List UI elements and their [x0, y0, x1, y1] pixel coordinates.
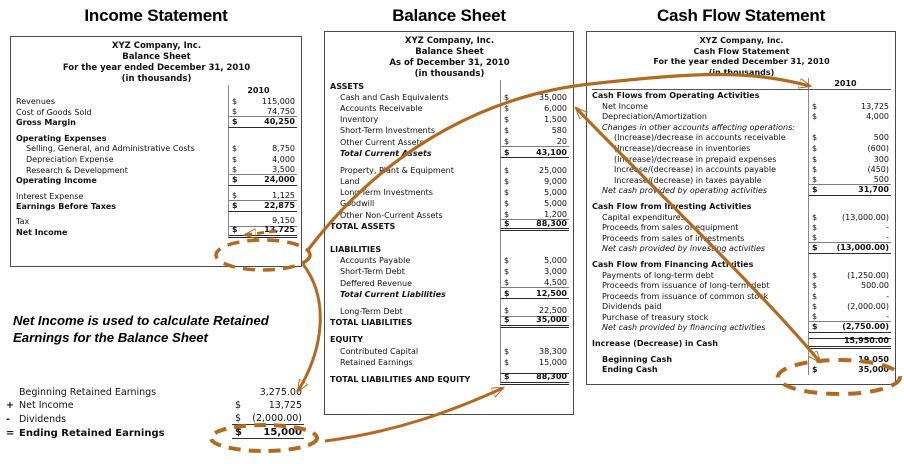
statement-row	[16, 201, 297, 212]
cash-flow-panel	[586, 31, 896, 385]
statement-row	[330, 147, 569, 158]
row-label: Total Current Liabilities	[340, 289, 446, 299]
statement-row	[592, 111, 891, 122]
row-value: -	[886, 232, 889, 242]
statement-header-line: Balance Sheet	[415, 47, 484, 57]
dollar-sign: $	[812, 133, 818, 143]
dollar-sign: $	[812, 270, 818, 280]
row-value: (2,000.00)	[252, 413, 302, 425]
statement-row	[330, 266, 569, 277]
statement-row	[592, 291, 891, 302]
statement-header-line: For the year ended December 31, 2010	[62, 63, 251, 73]
row-label: Net Income	[602, 101, 649, 111]
dollar-sign: $	[504, 209, 510, 219]
row-value: 3,500	[272, 164, 295, 174]
row-label: Beginning Cash	[602, 354, 673, 364]
dollar-sign: $	[232, 144, 238, 154]
statement-row	[16, 117, 297, 128]
statement-header-line: XYZ Company, Inc.	[111, 41, 202, 51]
statement-row	[592, 243, 891, 254]
statement-row	[16, 227, 297, 238]
statement-row	[330, 317, 569, 328]
dollar-sign: $	[812, 281, 818, 291]
statement-row	[592, 354, 891, 365]
retained-earnings-row	[6, 411, 304, 425]
row-label: (Increase)/decrease in prepaid expenses	[614, 154, 777, 164]
statement-row	[330, 136, 569, 147]
row-label: Cash Flow from Financing Activities	[592, 259, 754, 269]
row-label: Operating Income	[16, 176, 97, 186]
row-label: LIABILITIES	[330, 245, 382, 255]
row-label: Research & Development	[26, 165, 128, 175]
statement-row	[592, 122, 891, 133]
dollar-sign: $	[812, 243, 818, 253]
statement-row	[330, 102, 569, 113]
row-label: Cash Flow from Investing Activities	[592, 201, 752, 211]
statement-row	[330, 243, 569, 254]
row-label: Proceeds from sales of investments	[602, 233, 745, 243]
row-value: (13,000.00)	[842, 212, 889, 222]
dollar-sign: $	[812, 185, 818, 195]
row-value: 500	[873, 174, 889, 184]
note-line: Net Income is used to calculate Retained	[13, 313, 269, 328]
row-value: 35,000	[539, 92, 567, 102]
row-value: 15,950.00	[843, 336, 889, 346]
dollar-sign: $	[232, 225, 238, 235]
row-label: Proceeds from issuance of long-term debt	[602, 281, 770, 291]
row-label: Interest Expense	[16, 191, 84, 201]
statement-row	[592, 90, 891, 101]
statement-row	[592, 164, 891, 175]
statement-row	[16, 107, 297, 118]
dollar-sign: $	[812, 291, 818, 301]
dollar-sign: $	[232, 190, 238, 200]
row-value: 35,000	[536, 315, 567, 325]
income-statement-panel	[10, 36, 302, 267]
cash-flow-statement-title: Cash Flow Statement	[656, 6, 826, 25]
statement-row	[592, 175, 891, 186]
row-label: Short-Term Debt	[340, 267, 405, 277]
row-label: Changes in other accounts affecting operations:	[602, 122, 795, 132]
statement-row	[16, 96, 297, 107]
dollar-sign: $	[504, 357, 510, 367]
statement-row	[330, 356, 569, 367]
statement-row	[592, 212, 891, 223]
dollar-sign: $	[232, 175, 238, 185]
row-label: EQUITY	[330, 335, 363, 345]
row-value: 19,050	[858, 354, 889, 364]
statement-header-line: For the year ended December 31, 2010	[653, 57, 830, 66]
row-value: 1,125	[272, 190, 295, 200]
dollar-sign: $	[504, 136, 510, 146]
row-value: 6,000	[544, 103, 567, 113]
statement-header-line: XYZ Company, Inc.	[404, 36, 495, 46]
operator: -	[6, 414, 10, 426]
dollar-sign: $	[504, 103, 510, 113]
row-label: Long-Term Debt	[340, 306, 403, 316]
row-value: 9,000	[544, 177, 567, 187]
dollar-sign: $	[812, 302, 818, 312]
statement-row	[16, 175, 297, 186]
row-label: Selling, General, and Administrative Costs	[26, 144, 195, 154]
dollar-sign: $	[812, 101, 818, 111]
row-label: (Increase)/decrease in inventories	[614, 143, 751, 153]
income-year-header	[16, 85, 297, 96]
row-label: Dividends	[19, 414, 67, 426]
statement-header-line: (in thousands)	[121, 74, 192, 84]
note-line: Earnings for the Balance Sheet	[13, 329, 208, 345]
dollar-sign: $	[504, 199, 510, 209]
row-value: (600)	[867, 143, 889, 153]
dollar-sign: $	[504, 126, 510, 136]
row-value: 88,300	[536, 218, 567, 228]
income-statement-rows	[16, 96, 297, 238]
row-value: (2,000.00)	[847, 302, 889, 312]
row-value: (13,000.00)	[836, 243, 889, 253]
statement-row	[592, 132, 891, 143]
row-value: 5,000	[544, 188, 567, 198]
row-value: 31,700	[858, 185, 889, 195]
row-value: 5,000	[544, 199, 567, 209]
row-label: Other Current Assets	[340, 137, 424, 147]
statement-row	[330, 176, 569, 187]
dollar-sign: $	[232, 164, 238, 174]
row-label: Payments of long-term debt	[602, 270, 714, 280]
dollar-sign: $	[232, 117, 238, 127]
row-label: Property, Plant & Equipment	[340, 165, 454, 175]
row-label: Increase (Decrease) in Cash	[592, 339, 718, 349]
year-label: 2010	[834, 79, 857, 89]
row-label: TOTAL LIABILITIES	[330, 318, 413, 328]
statement-row	[16, 191, 297, 202]
row-value: -	[886, 223, 889, 233]
row-label: Accounts Receivable	[340, 103, 423, 113]
row-value: (1,250.00)	[847, 270, 889, 280]
row-label: Deffered Revenue	[340, 278, 413, 288]
dollar-sign: $	[812, 154, 818, 164]
dollar-sign: $	[812, 143, 818, 153]
dollar-sign: $	[232, 155, 238, 165]
balance-sheet-title: Balance Sheet	[392, 6, 506, 25]
retained-earnings-row	[6, 398, 304, 412]
dollar-sign: $	[232, 97, 238, 107]
dollar-sign: $	[812, 174, 818, 184]
row-label: Net Income	[16, 228, 68, 238]
statement-row	[330, 80, 569, 91]
row-label: Net cash provided by operating activities	[602, 186, 768, 196]
row-value: 13,725	[264, 225, 295, 235]
dollar-sign: $	[232, 106, 238, 116]
row-label: Retained Earnings	[340, 357, 413, 367]
statement-row	[592, 280, 891, 291]
statement-header-line: XYZ Company, Inc.	[699, 36, 784, 45]
dollar-sign: $	[504, 346, 510, 356]
row-label: Land	[340, 177, 360, 187]
statement-row	[592, 364, 891, 375]
row-value: 4,500	[544, 277, 567, 287]
dollar-sign: $	[504, 92, 510, 102]
dollar-sign: $	[812, 165, 818, 175]
balance-sheet-rows	[330, 80, 569, 385]
statement-row	[592, 312, 891, 323]
row-value: 22,875	[264, 201, 295, 211]
dollar-sign: $	[812, 212, 818, 222]
row-label: TOTAL LIABILITIES AND EQUITY	[330, 374, 471, 384]
income-statement-header	[16, 41, 297, 85]
row-value: 22,500	[539, 305, 567, 315]
retained-earnings-row	[6, 384, 304, 398]
statement-row	[592, 338, 891, 349]
row-label: Total Current Assets	[340, 148, 432, 158]
row-value: -	[886, 311, 889, 321]
row-value: 1,500	[544, 115, 567, 125]
statement-row	[330, 334, 569, 345]
dollar-sign: $	[504, 277, 510, 287]
dollar-sign: $	[504, 147, 510, 157]
statement-row	[330, 220, 569, 231]
statement-row	[592, 233, 891, 244]
statement-row	[592, 322, 891, 333]
row-label: Goodwill	[340, 199, 375, 209]
statement-row	[592, 101, 891, 112]
row-label: Revenues	[16, 97, 56, 107]
row-label: ASSETS	[330, 81, 365, 91]
row-value: 88,300	[536, 371, 567, 381]
row-value: 500	[873, 133, 889, 143]
statement-row	[592, 143, 891, 154]
row-label: Gross Margin	[16, 118, 76, 128]
statement-row	[16, 154, 297, 165]
row-label: Inventory	[340, 115, 379, 125]
dollar-sign: $	[232, 201, 238, 211]
dollar-sign: $	[504, 256, 510, 266]
row-value: 300	[873, 154, 889, 164]
row-value: 43,100	[536, 147, 567, 157]
dollar-sign: $	[504, 218, 510, 228]
row-value: 1,200	[544, 209, 567, 219]
row-value: 4,000	[272, 155, 295, 165]
balance-sheet-header	[330, 36, 569, 80]
row-label: Proceeds from sales of equipment	[602, 223, 739, 233]
dollar-sign: $	[504, 165, 510, 175]
statement-header-line: (in thousands)	[708, 67, 775, 77]
row-label: Increase/(decrease) in taxes payable	[614, 175, 762, 185]
dollar-sign: $	[812, 322, 818, 332]
statement-row	[330, 114, 569, 125]
row-label: (Increase)/decrease in accounts receivable	[614, 133, 786, 143]
net-income-note	[13, 313, 323, 346]
row-label: Net Income	[19, 400, 74, 412]
dollar-sign: $	[504, 305, 510, 315]
statement-header-line: As of December 31, 2010	[389, 58, 510, 68]
statement-row	[592, 301, 891, 312]
row-label: Capital expenditures	[602, 212, 685, 222]
cash-flow-rows	[592, 90, 891, 375]
row-value: 25,000	[539, 165, 567, 175]
dollar-sign: $	[812, 311, 818, 321]
dollar-sign: $	[504, 371, 510, 381]
row-label: Cost of Goods Sold	[16, 107, 92, 117]
row-label: Contributed Capital	[340, 346, 419, 356]
row-label: Net cash provided by investing activities	[602, 244, 766, 254]
row-label: Tax	[16, 217, 30, 227]
row-value: 40,250	[264, 117, 295, 127]
row-label: Depreciation Expense	[26, 155, 114, 165]
statement-row	[330, 373, 569, 384]
retained-earnings-row	[6, 425, 304, 439]
row-value: 4,000	[866, 112, 889, 122]
retained-earnings-calc	[6, 384, 304, 439]
row-value: 13,725	[861, 101, 889, 111]
row-value: 12,500	[536, 288, 567, 298]
statement-row	[330, 345, 569, 356]
statement-row	[330, 187, 569, 198]
row-label: Proceeds from issuance of common stock	[602, 291, 769, 301]
row-label: Cash Flows from Operating Activities	[592, 91, 760, 100]
row-value: 580	[551, 126, 567, 136]
statement-row	[16, 143, 297, 154]
statement-header-line: Balance Sheet	[122, 52, 191, 62]
statement-row	[592, 201, 891, 212]
row-value: 115,000	[261, 97, 295, 107]
row-label: Accounts Payable	[340, 256, 411, 266]
row-value: 74,750	[267, 106, 295, 116]
row-label: Net cash provided by financing activities	[602, 323, 766, 333]
row-label: Beginning Retained Earnings	[19, 386, 157, 398]
statement-row	[330, 164, 569, 175]
row-value: 3,000	[544, 267, 567, 277]
row-label: Dividends paid	[602, 302, 662, 312]
row-value: 15,000	[539, 357, 567, 367]
row-label: Increase/(decrease) in accounts payable	[614, 165, 777, 175]
row-label: Earnings Before Taxes	[16, 202, 117, 212]
row-value: 20	[556, 136, 567, 146]
row-label: Long-Term Investments	[340, 188, 433, 198]
cashflow-year-header	[592, 78, 891, 90]
row-label: Purchase of treasury stock	[602, 312, 709, 322]
row-label: Short-Term Investments	[340, 126, 436, 136]
dollar-sign: $	[235, 426, 242, 438]
row-label: Depreciation/Amortization	[602, 112, 707, 122]
row-value: 500.00	[861, 281, 889, 291]
statement-row	[330, 277, 569, 288]
dollar-sign: $	[235, 400, 242, 412]
row-value: 38,300	[539, 346, 567, 356]
dollar-sign: $	[504, 115, 510, 125]
statement-row	[592, 222, 891, 233]
row-value: 15,000	[263, 426, 302, 438]
statement-row	[330, 198, 569, 209]
row-label: Other Non-Current Assets	[340, 210, 443, 220]
row-value: 5,000	[544, 256, 567, 266]
statement-row	[592, 270, 891, 281]
year-label: 2010	[247, 86, 270, 96]
statement-header-line: Cash Flow Statement	[693, 46, 790, 56]
row-value: 13,725	[268, 400, 302, 412]
row-value: (2,750.00)	[842, 322, 889, 332]
cash-flow-header	[592, 36, 891, 78]
dollar-sign: $	[235, 413, 242, 425]
row-label: Cash and Cash Equivalents	[340, 92, 449, 102]
row-label: Operating Expenses	[16, 133, 107, 143]
row-label: Ending Cash	[602, 365, 658, 375]
operator: =	[6, 427, 15, 439]
statement-row	[592, 259, 891, 270]
row-value: (450)	[867, 165, 889, 175]
dollar-sign: $	[504, 188, 510, 198]
dollar-sign: $	[504, 288, 510, 298]
statement-row	[330, 255, 569, 266]
row-value: 3,275.00	[259, 386, 302, 398]
statement-row	[16, 133, 297, 144]
dollar-sign: $	[504, 315, 510, 325]
row-value: 8,750	[272, 144, 295, 154]
row-value: 35,000	[858, 365, 889, 375]
dollar-sign: $	[812, 232, 818, 242]
row-label: Ending Retained Earnings	[19, 427, 165, 439]
statement-row	[592, 154, 891, 165]
statement-row	[330, 288, 569, 299]
row-value: 24,000	[264, 175, 295, 185]
dollar-sign: $	[504, 267, 510, 277]
statement-row	[330, 91, 569, 102]
row-value: -	[886, 291, 889, 301]
income-statement-title: Income Statement	[84, 6, 228, 25]
row-value: 9,150	[272, 216, 295, 226]
operator: +	[6, 400, 14, 412]
dollar-sign: $	[504, 177, 510, 187]
dollar-sign: $	[812, 365, 818, 375]
balance-sheet-panel	[324, 31, 574, 415]
statement-row	[592, 185, 891, 196]
row-label: TOTAL ASSETS	[330, 221, 396, 231]
dollar-sign: $	[812, 223, 818, 233]
statement-row	[330, 125, 569, 136]
dollar-sign: $	[812, 112, 818, 122]
statement-header-line: (in thousands)	[414, 69, 485, 79]
statement-row	[16, 165, 297, 176]
